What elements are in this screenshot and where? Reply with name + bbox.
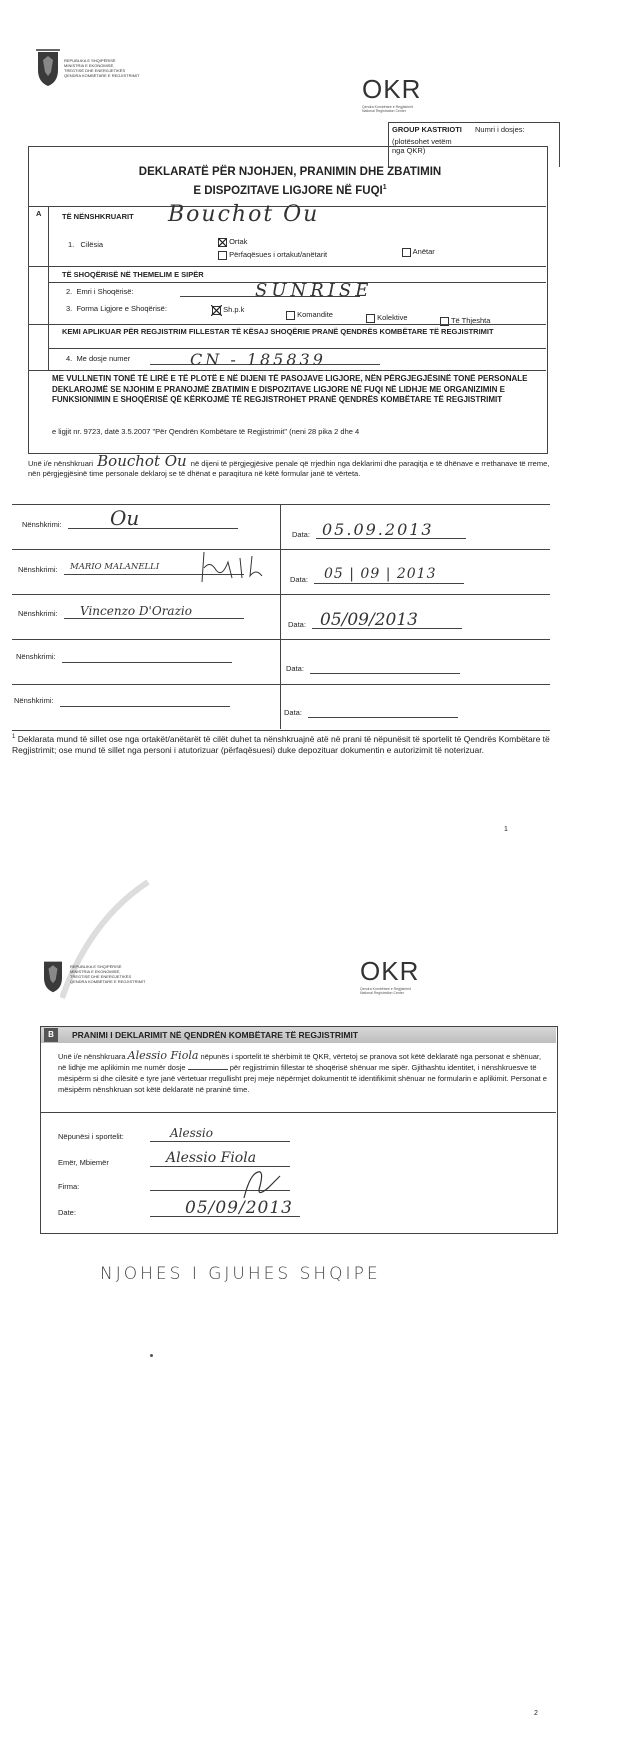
signature-2-date: 05 | 09 | 2013 [324, 566, 437, 582]
kolektive-checkbox[interactable] [366, 314, 375, 323]
declaration-name-handwriting: Bouchot Ou [97, 452, 187, 470]
signature-label: Nënshkrimi: [18, 609, 58, 618]
section-a-column-line [48, 206, 49, 370]
clerk-value-handwriting: Alessio [170, 1126, 213, 1140]
dossier-blank [188, 1069, 228, 1070]
acceptance-paragraph [58, 1050, 548, 1095]
date-label: Data: [284, 708, 302, 717]
item-1-number: 1. [68, 240, 75, 249]
handwritten-note: NJOHES I GJUHES SHQIPE [100, 1264, 381, 1284]
perfaqesues-checkbox[interactable] [218, 251, 227, 260]
footnote-marker: 1 [12, 734, 16, 740]
item-2-number: 2. [66, 287, 73, 296]
quality-label: Cilësia [80, 240, 104, 249]
okr-subtitle-1: Qendra Kombëtare e Regjistrimit [360, 987, 411, 991]
acceptance-text-2: për regjistrimin fillestar të shoqërisë shënuar me sipër. Gjithashtu identitet, i nënshkruesve të mësipërm si dhe cilësitë e tyre janë vërtetuar rregullisht prej meje nëpërmjet dokumentit të identifikimit shënuar ne formularin e aplikimit. Personat e mësipërm nënshkruan sot këtë deklaratë në praninë time. [58, 1063, 547, 1094]
okr-logo [362, 74, 452, 113]
acceptance-prefix: Unë i/e nënshkruara [58, 1052, 126, 1061]
company-name-value: SUNRISE [255, 280, 373, 301]
shpk-checkbox-checked[interactable] [212, 306, 221, 315]
clerk-name-handwriting: Alessio Fiola [127, 1049, 199, 1062]
ortak-label: Ortak [229, 237, 248, 246]
signature-firma-label: Firma: [58, 1182, 80, 1191]
ortak-checkbox-checked[interactable] [218, 238, 227, 247]
row-divider [28, 324, 546, 325]
page-gap [0, 840, 620, 870]
okr-subtitle-2: National Registration Center [362, 109, 406, 113]
okr-logo-text: OKR [360, 956, 420, 986]
declaration-paragraph [28, 452, 558, 479]
crest-line-1: REPUBLIKA E SHQIPËRISË [70, 964, 122, 969]
declaration-text: në dijeni të përgjegjësive penale që rrjedhin nga deklarimi dhe paraqitja e të dhënave e rrethanave të rreme, nën përgjegjësinë time personale deklaroj se të dhënat e paraqitura në këtë formular janë të vërteta. [28, 459, 550, 478]
signature-line [68, 528, 238, 529]
komandite-checkbox[interactable] [286, 311, 295, 320]
clerk-label: Nëpunësi i sportelit: [58, 1132, 124, 1141]
albania-eagle-crest-icon [36, 48, 60, 88]
page-number: 1 [504, 826, 508, 833]
okr-logo-text: OKR [362, 74, 422, 104]
crest-line-3: TREGTISË DHE ENERGJETIKËS [64, 68, 126, 73]
crest-line-4: QENDRA KOMBËTARE E REGJISTRIMIT [64, 73, 140, 78]
name-label: Emër, Mbiemër [58, 1158, 109, 1167]
kolektive-label: Kolektive [377, 313, 408, 322]
date-line [314, 583, 464, 584]
name-line [150, 1166, 290, 1167]
signature-label: Nënshkrimi: [22, 520, 62, 529]
option-kolektive[interactable] [366, 313, 408, 323]
signature-label: Nënshkrimi: [18, 565, 58, 574]
check-mark-icon [218, 238, 227, 247]
date-label: Data: [288, 620, 306, 629]
date-label: Data: [292, 530, 310, 539]
row-divider [48, 348, 546, 349]
shpk-label: Sh.p.k [223, 305, 245, 314]
clerk-signature-scribble-icon [240, 1168, 290, 1202]
signature-3-handwriting: Vincenzo D'Orazio [80, 604, 192, 618]
option-ortak[interactable] [218, 237, 247, 247]
option-anetar[interactable] [402, 247, 435, 257]
government-crest [36, 48, 146, 94]
crest-line-1: REPUBLIKA E SHQIPËRISË [64, 58, 116, 63]
okr-logo [360, 956, 450, 995]
row-divider [28, 370, 546, 371]
option-perfaqesues[interactable] [218, 250, 327, 260]
ink-dot [150, 1354, 153, 1357]
crest-line-3: TREGTISË DHE ENERGJETIKËS [70, 974, 132, 979]
signers-heading: TË NËNSHKRUARIT [62, 212, 134, 221]
date-value-handwriting: 05/09/2013 [185, 1198, 293, 1218]
clerk-line [150, 1141, 290, 1142]
document-page-1 [0, 0, 620, 840]
signature-row [12, 504, 550, 550]
date-line [308, 717, 458, 718]
anetar-checkbox[interactable] [402, 248, 411, 257]
form-title [40, 165, 540, 199]
section-a-letter: A [36, 209, 42, 218]
item-3-number: 3. [66, 304, 73, 313]
signature-line [64, 618, 244, 619]
group-name: GROUP KASTRIOTI [392, 125, 462, 134]
title-line-1: DEKLARATË PËR NJOHJEN, PRANIMIN DHE ZBATIMIN [138, 166, 442, 178]
date-line [310, 673, 460, 674]
okr-subtitle-1: Qendra Kombëtare e Regjistrimit [362, 105, 413, 109]
will-statement: ME VULLNETIN TONË TË LIRË E TË PLOTË E NË DIJENI TË PASOJAVE LIGJORE, NËN PËRGJEGJËSINË TONË PERSONALE DEKLAROJMË SE NJOHIM E PRANOJMË ZBATIMIN E DISPOZITAVE LIGJORE NË FUQI NË LIDHJE ME ORGANIZIMIN E FUNKSIONIMIN E SHOQËRISË QË KËRKOJMË TË REGJISTROHET PRANË QENDRËS KOMBËTARE TË REGJISTRIMIT [52, 374, 528, 404]
row-divider [41, 1112, 556, 1113]
signature-line [62, 662, 232, 663]
section-b-title: PRANIMI I DEKLARIMIT NË QENDRËN KOMBËTARE TË REGJISTRIMIT [72, 1030, 359, 1040]
perfaqesues-label: Përfaqësues i ortakut/anëtarit [229, 250, 328, 259]
signature-2-handwriting: MARIO MALANELLI [70, 562, 160, 572]
file-number-note: (plotësohet vetëm nga QKR) [392, 137, 452, 155]
date-label: Data: [290, 575, 308, 584]
signature-1-handwriting: Ou [110, 506, 140, 530]
footnote-text: Deklarata mund të sillet ose nga ortakët/anëtarët të cilët duhet ta nënshkruajnë atë në prani të nëpunësit të sportelit të Qendrës Kombëtare të Regjistrimit; ose mund të sillet nga personi i atutorizuar (përfaqësuesi) duke depozituar dokumentin e autorizimit të noterizuar. [12, 733, 550, 755]
acceptance-text-1: nëpunës i sportelit të shërbimit të QKR, vërtetoj se pranova sot këtë deklaratë nga personat e shënuar, në lidhje me aplikimin me numër dosje [58, 1052, 542, 1072]
legal-form-label: Forma Ligjore e Shoqërisë: [76, 304, 167, 313]
signature-2-scribble-icon [196, 548, 276, 584]
file-number-label: Numri i dosjes: [475, 125, 525, 134]
albania-eagle-crest-icon [42, 958, 64, 994]
date-label: Date: [58, 1208, 76, 1217]
signer-name-handwriting: Bouchot Ou [168, 202, 320, 227]
company-name-label: Emri i Shoqërisë: [76, 287, 134, 296]
footnote [12, 732, 562, 756]
company-heading: TË SHOQËRISË NË THEMELIM E SIPËR [62, 270, 204, 279]
komandite-label: Komandite [297, 310, 333, 319]
government-crest [42, 958, 152, 1000]
signature-row [12, 549, 550, 595]
signature-1-date: 05.09.2013 [322, 520, 434, 539]
page-number: 2 [534, 1710, 538, 1717]
okr-subtitle-2: National Registration Center [360, 991, 404, 995]
item-4-number: 4. [66, 354, 73, 363]
crest-line-4: QENDRA KOMBËTARE E REGJISTRIMIT [70, 979, 146, 984]
signature-label: Nënshkrimi: [14, 696, 54, 705]
row-divider [28, 266, 546, 267]
declaration-prefix: Unë i/e nënshkruari [28, 459, 94, 468]
applied-heading: KEMI APLIKUAR PËR REGJISTRIM FILLESTAR TË KËSAJ SHOQËRIE PRANË QENDRËS KOMBËTARE TË REGJISTRIMIT [62, 327, 494, 336]
signature-line [60, 706, 230, 707]
anetar-label: Anëtar [412, 247, 435, 256]
crest-line-2: MINISTRIA E EKONOMISË, [64, 63, 115, 68]
title-footnote-marker: 1 [382, 184, 387, 191]
dossier-number-value: CN - 185839 [190, 350, 326, 369]
signature-label: Nënshkrimi: [16, 652, 56, 661]
law-reference: e ligjit nr. 9723, datë 3.5.2007 "Për Qendrën Kombëtare të Regjistrimit" (neni 28 pika 2 dhe 4 [52, 427, 360, 436]
option-komandite[interactable] [286, 310, 333, 320]
option-shpk[interactable] [212, 305, 244, 315]
thjeshta-label: Të Thjeshta [450, 316, 491, 325]
date-label: Data: [286, 664, 304, 673]
name-value-handwriting: Alessio Fiola [166, 1150, 257, 1166]
document-page-2 [0, 870, 620, 1752]
section-b-letter: B [44, 1028, 58, 1042]
dossier-number-label: Me dosje numer [76, 354, 131, 363]
signature-3-date: 05/09/2013 [320, 610, 418, 630]
check-mark-icon [211, 305, 222, 316]
crest-line-2: MINISTRIA E EKONOMISË, [70, 969, 121, 974]
title-line-2: E DISPOZITAVE LIGJORE NË FUQI [193, 184, 383, 197]
